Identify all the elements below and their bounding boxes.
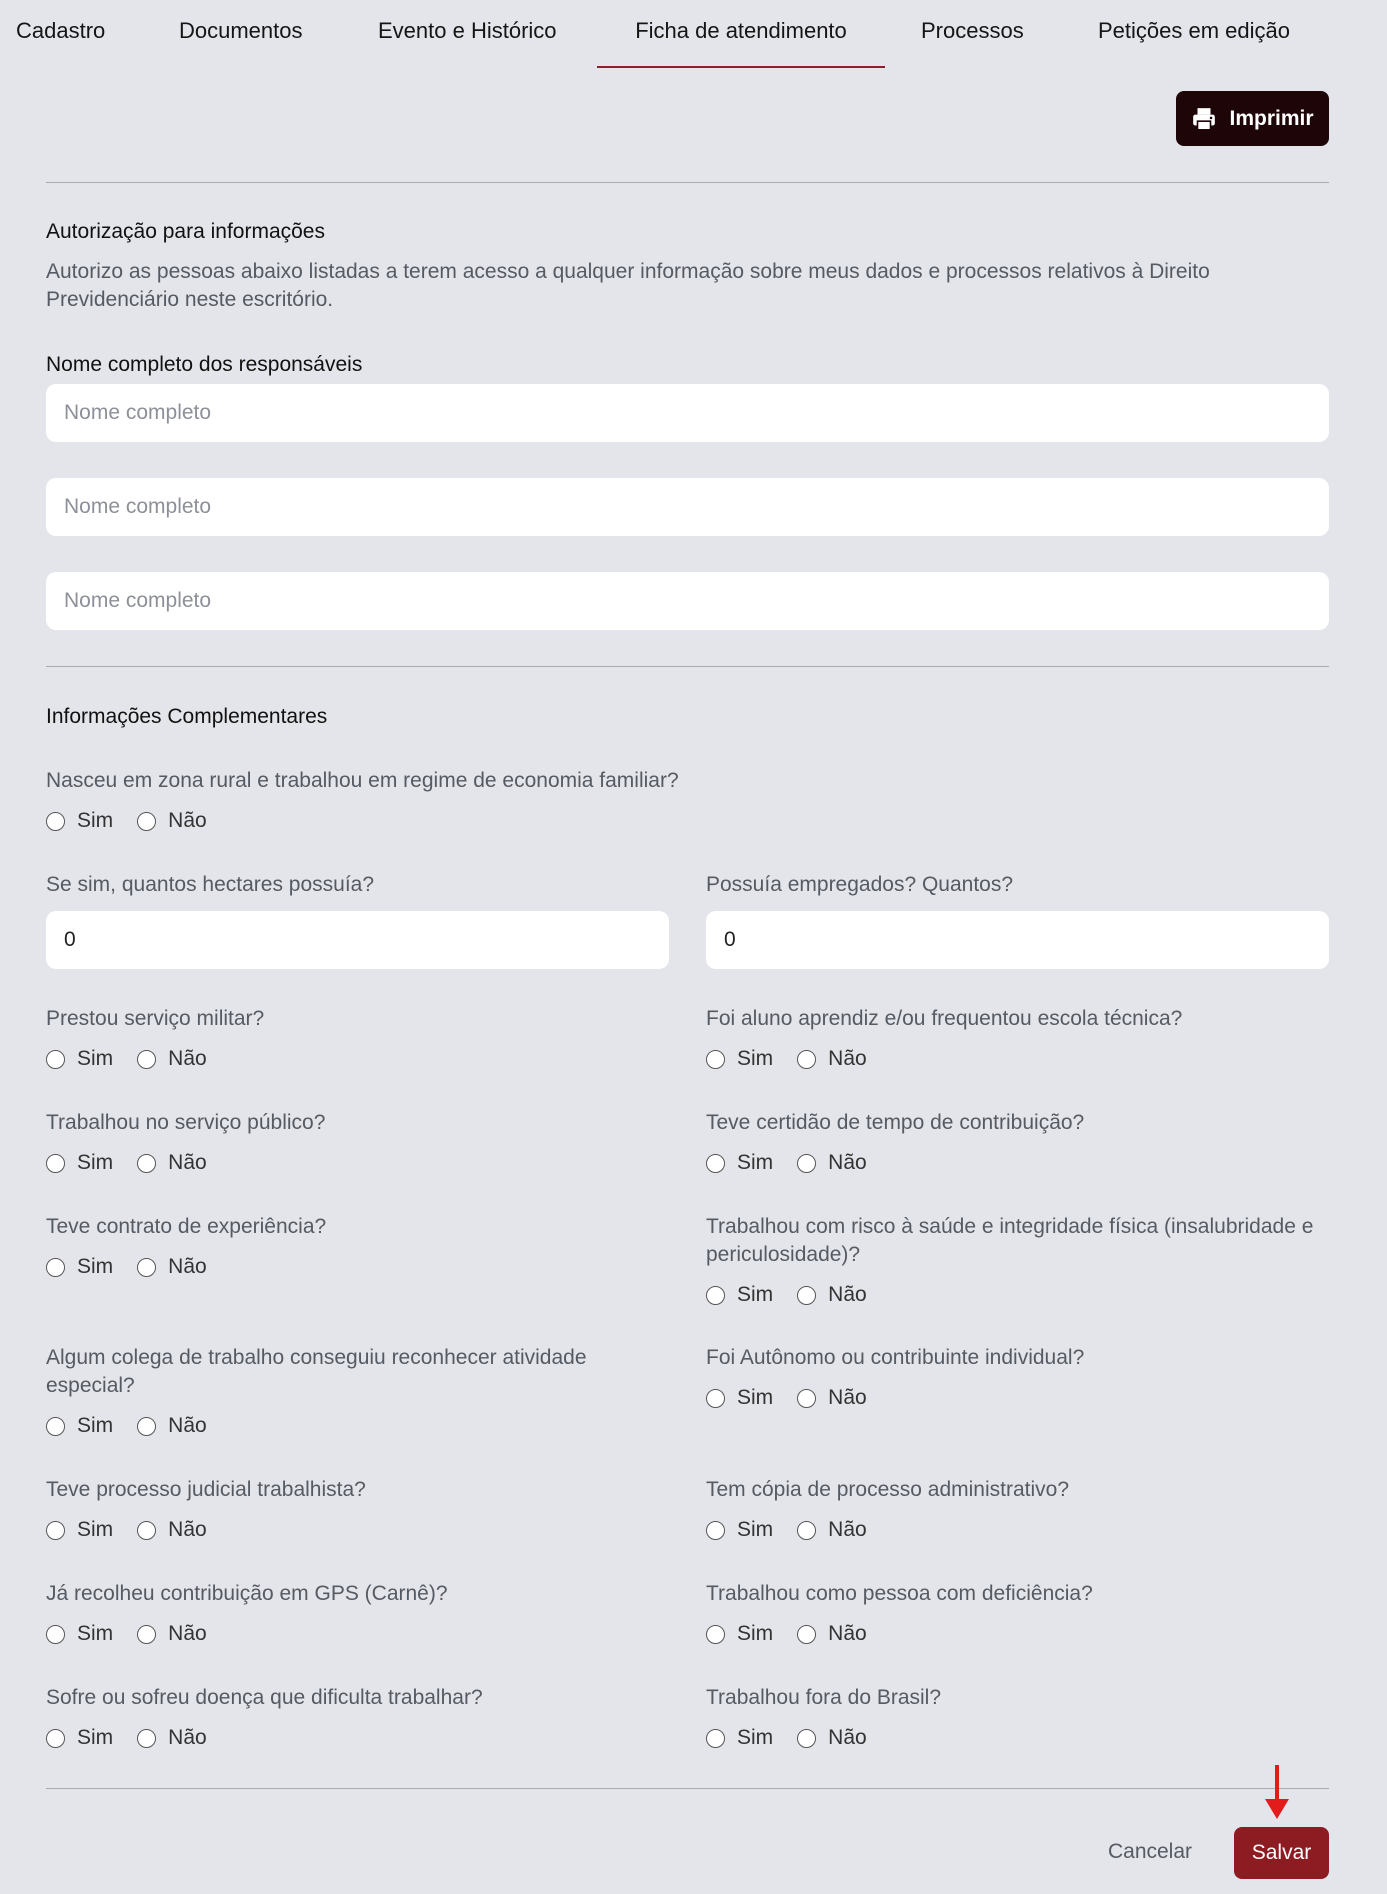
radio-circle[interactable] [137, 1521, 156, 1540]
radio-group-gps [46, 1621, 231, 1647]
save-button[interactable]: Salvar [1234, 1827, 1329, 1879]
radio-group-lawsuit [46, 1517, 231, 1543]
radio-certificate-no[interactable] [797, 1151, 867, 1175]
radio-circle[interactable] [137, 1050, 156, 1069]
radio-group-colleague [46, 1413, 231, 1439]
radio-disability-yes[interactable] [706, 1622, 773, 1646]
radio-circle[interactable] [706, 1286, 725, 1305]
question-lawsuit: Teve processo judicial trabalhista? [46, 1478, 366, 1501]
radio-group-trial-contract [46, 1254, 231, 1280]
radio-circle[interactable] [46, 1521, 65, 1540]
radio-lawsuit-no[interactable] [137, 1518, 207, 1542]
radio-group-public-service [46, 1150, 231, 1176]
responsible-name-input-2[interactable] [46, 478, 1329, 536]
radio-certificate-yes[interactable] [706, 1151, 773, 1175]
radio-admin-copy-yes[interactable] [706, 1518, 773, 1542]
radio-trial-yes[interactable] [46, 1255, 113, 1279]
radio-group-disability [706, 1621, 891, 1647]
radio-label: Sim [737, 1047, 774, 1070]
radio-military-no[interactable] [137, 1047, 207, 1071]
divider [46, 666, 1329, 667]
radio-label: Não [828, 1047, 867, 1070]
tab-ficha-atendimento[interactable] [597, 0, 885, 68]
question-apprentice: Foi aluno aprendiz e/ou frequentou escola técnica? [706, 1007, 1183, 1030]
radio-circle[interactable] [46, 1154, 65, 1173]
question-military: Prestou serviço militar? [46, 1007, 265, 1030]
radio-circle[interactable] [706, 1389, 725, 1408]
tab-evento-historico[interactable]: Evento e Histórico [378, 18, 557, 43]
radio-circle[interactable] [137, 1417, 156, 1436]
radio-label: Sim [77, 1726, 114, 1749]
radio-circle[interactable] [137, 1258, 156, 1277]
radio-label: Não [168, 1414, 207, 1437]
radio-admin-copy-no[interactable] [797, 1518, 867, 1542]
question-public-service: Trabalhou no serviço público? [46, 1111, 326, 1134]
divider [46, 182, 1329, 183]
responsible-name-input-1[interactable] [46, 384, 1329, 442]
arrow-down-icon [1262, 1763, 1292, 1821]
radio-label: Não [828, 1386, 867, 1409]
tab-cadastro[interactable]: Cadastro [16, 18, 106, 43]
radio-label: Não [828, 1518, 867, 1541]
radio-label: Sim [737, 1386, 774, 1409]
radio-label: Não [168, 1622, 207, 1645]
radio-circle[interactable] [797, 1286, 816, 1305]
question-hectares: Se sim, quantos hectares possuía? [46, 873, 375, 896]
radio-circle[interactable] [137, 1625, 156, 1644]
radio-label: Sim [737, 1283, 774, 1306]
radio-apprentice-no[interactable] [797, 1047, 867, 1071]
radio-circle[interactable] [797, 1154, 816, 1173]
radio-label: Sim [737, 1726, 774, 1749]
radio-label: Sim [77, 809, 114, 832]
radio-label: Sim [77, 1151, 114, 1174]
authorization-description: Autorizo as pessoas abaixo listadas a terem acesso a qualquer informação sobre meus dados e processos relativos à Direito Previdenciário neste escritório. [46, 260, 1210, 311]
print-button-label: Imprimir [1229, 106, 1314, 130]
radio-circle[interactable] [797, 1625, 816, 1644]
radio-circle[interactable] [46, 1417, 65, 1436]
radio-circle[interactable] [706, 1521, 725, 1540]
radio-circle[interactable] [46, 1729, 65, 1748]
radio-circle[interactable] [46, 1050, 65, 1069]
question-disability: Trabalhou como pessoa com deficiência? [706, 1582, 1093, 1605]
radio-label: Não [168, 1151, 207, 1174]
radio-label: Sim [737, 1151, 774, 1174]
radio-label: Não [828, 1726, 867, 1749]
question-illness: Sofre ou sofreu doença que dificulta trabalhar? [46, 1686, 483, 1709]
tab-ficha-atendimento-label: Ficha de atendimento [635, 18, 847, 43]
radio-colleague-no[interactable] [137, 1414, 207, 1438]
radio-colleague-yes[interactable] [46, 1414, 113, 1438]
radio-rural-no[interactable] [137, 809, 207, 833]
question-colleague: Algum colega de trabalho conseguiu reconhecer atividade especial? [46, 1346, 587, 1397]
radio-circle[interactable] [46, 812, 65, 831]
radio-circle[interactable] [137, 1729, 156, 1748]
radio-lawsuit-yes[interactable] [46, 1518, 113, 1542]
radio-circle[interactable] [137, 812, 156, 831]
radio-group-rural [46, 808, 231, 834]
tab-bar [0, 0, 1387, 68]
radio-label: Não [168, 1518, 207, 1541]
complementary-title: Informações Complementares [46, 705, 328, 728]
radio-circle[interactable] [797, 1050, 816, 1069]
radio-label: Sim [77, 1518, 114, 1541]
radio-illness-no[interactable] [137, 1726, 207, 1750]
radio-label: Não [828, 1151, 867, 1174]
radio-group-autonomous [706, 1385, 891, 1411]
printer-icon [1191, 106, 1217, 132]
radio-group-health-risk [706, 1282, 891, 1308]
question-trial-contract: Teve contrato de experiência? [46, 1215, 327, 1238]
radio-circle[interactable] [706, 1050, 725, 1069]
authorization-title: Autorização para informações [46, 220, 325, 243]
radio-group-military [46, 1046, 231, 1072]
radio-group-illness [46, 1725, 231, 1751]
question-gps: Já recolheu contribuição em GPS (Carnê)? [46, 1582, 448, 1605]
divider [46, 1788, 1329, 1789]
radio-label: Sim [77, 1255, 114, 1278]
radio-label: Sim [737, 1518, 774, 1541]
question-autonomous: Foi Autônomo ou contribuinte individual? [706, 1346, 1085, 1369]
radio-rural-yes[interactable] [46, 809, 113, 833]
question-abroad: Trabalhou fora do Brasil? [706, 1686, 942, 1709]
radio-autonomous-yes[interactable] [706, 1386, 773, 1410]
radio-label: Não [168, 1726, 207, 1749]
radio-autonomous-no[interactable] [797, 1386, 867, 1410]
radio-gps-no[interactable] [137, 1622, 207, 1646]
question-certificate: Teve certidão de tempo de contribuição? [706, 1111, 1085, 1134]
radio-risk-no[interactable] [797, 1283, 867, 1307]
radio-label: Sim [737, 1622, 774, 1645]
radio-circle[interactable] [797, 1729, 816, 1748]
radio-label: Sim [77, 1047, 114, 1070]
radio-circle[interactable] [46, 1258, 65, 1277]
radio-label: Não [828, 1283, 867, 1306]
question-admin-copy: Tem cópia de processo administrativo? [706, 1478, 1070, 1501]
radio-gps-yes[interactable] [46, 1622, 113, 1646]
radio-abroad-no[interactable] [797, 1726, 867, 1750]
question-rural: Nasceu em zona rural e trabalhou em regime de economia familiar? [46, 769, 679, 792]
tab-processos[interactable]: Processos [921, 18, 1024, 43]
cancel-button[interactable]: Cancelar [1107, 1840, 1193, 1863]
radio-group-abroad [706, 1725, 891, 1751]
question-employees: Possuía empregados? Quantos? [706, 873, 1014, 896]
radio-trial-no[interactable] [137, 1255, 207, 1279]
responsibles-label: Nome completo dos responsáveis [46, 353, 363, 376]
print-button[interactable] [1176, 91, 1329, 146]
radio-circle[interactable] [137, 1154, 156, 1173]
radio-apprentice-yes[interactable] [706, 1047, 773, 1071]
radio-label: Não [168, 1047, 207, 1070]
employees-input[interactable] [706, 911, 1329, 969]
radio-label: Não [168, 809, 207, 832]
radio-public-yes[interactable] [46, 1151, 113, 1175]
hectares-input[interactable] [46, 911, 669, 969]
radio-label: Não [828, 1622, 867, 1645]
radio-group-admin-copy [706, 1517, 891, 1543]
responsible-name-input-3[interactable] [46, 572, 1329, 630]
radio-disability-no[interactable] [797, 1622, 867, 1646]
radio-circle[interactable] [797, 1389, 816, 1408]
radio-illness-yes[interactable] [46, 1726, 113, 1750]
radio-label: Sim [77, 1414, 114, 1437]
radio-label: Sim [77, 1622, 114, 1645]
radio-military-yes[interactable] [46, 1047, 113, 1071]
tab-documentos[interactable]: Documentos [179, 18, 303, 43]
radio-circle[interactable] [706, 1729, 725, 1748]
radio-circle[interactable] [706, 1154, 725, 1173]
radio-abroad-yes[interactable] [706, 1726, 773, 1750]
radio-circle[interactable] [706, 1625, 725, 1644]
radio-circle[interactable] [797, 1521, 816, 1540]
radio-risk-yes[interactable] [706, 1283, 773, 1307]
radio-label: Não [168, 1255, 207, 1278]
question-health-risk: Trabalhou com risco à saúde e integridade física (insalubridade e periculosidade)? [706, 1215, 1314, 1266]
tab-peticoes-edicao[interactable]: Petições em edição [1098, 18, 1290, 43]
radio-group-apprentice [706, 1046, 891, 1072]
radio-circle[interactable] [46, 1625, 65, 1644]
radio-public-no[interactable] [137, 1151, 207, 1175]
radio-group-certificate [706, 1150, 891, 1176]
